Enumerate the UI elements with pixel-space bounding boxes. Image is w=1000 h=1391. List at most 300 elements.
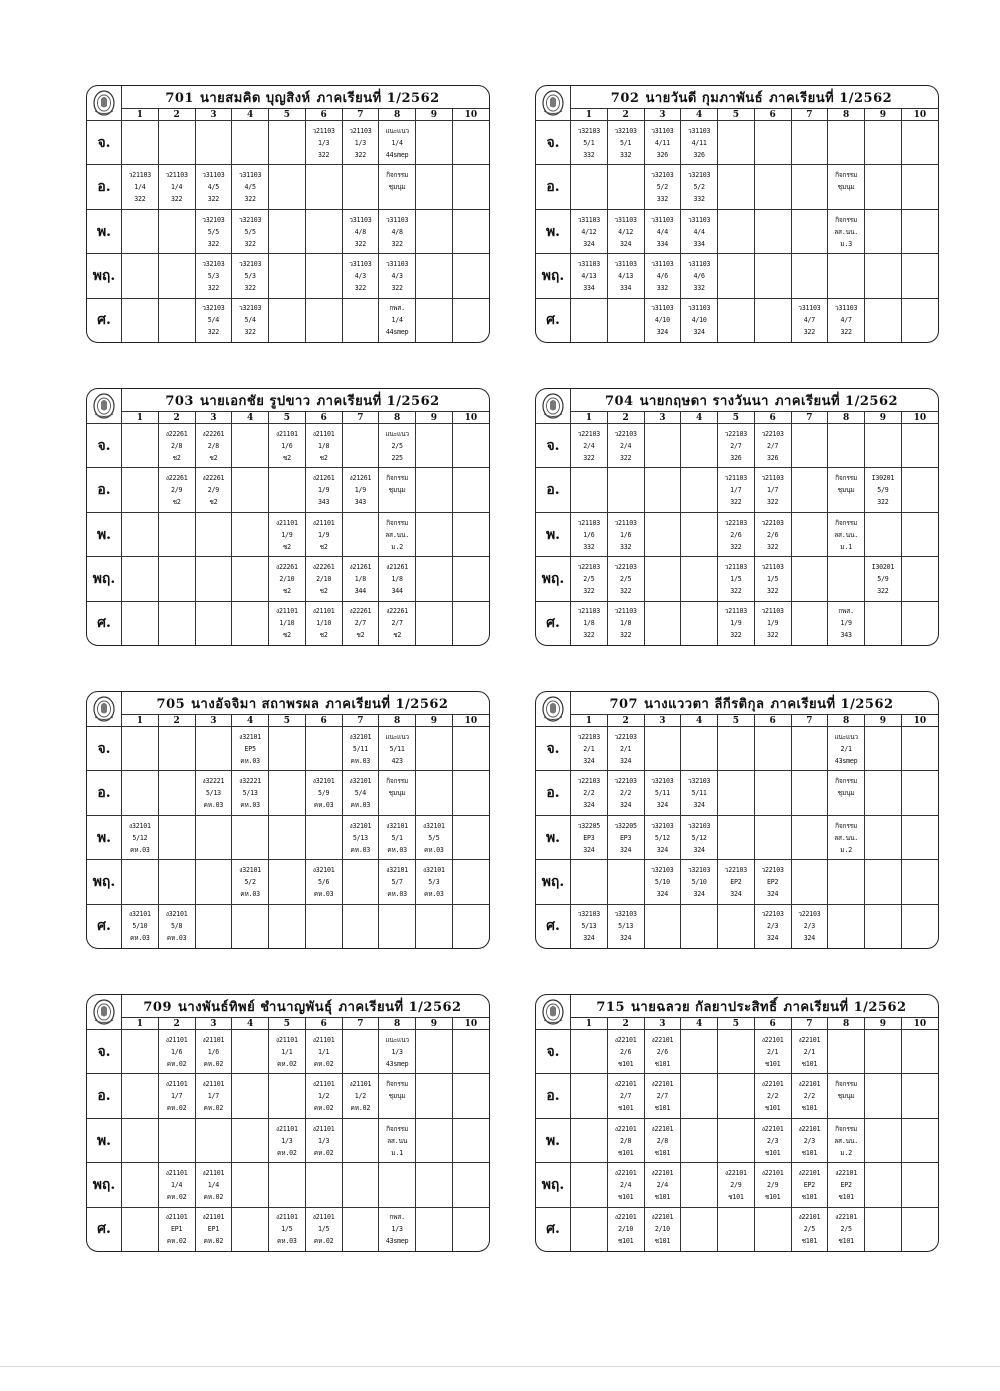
cell-line: ว32103 — [687, 821, 711, 830]
cell-line: ง22101 — [798, 1035, 821, 1044]
day-label: จ. — [87, 121, 122, 165]
cell-line: 5/4 — [354, 789, 367, 798]
period-header: 9 — [416, 412, 453, 424]
cell-line: 4/8 — [354, 227, 367, 236]
cell-line: ช101 — [801, 1104, 818, 1113]
schedule-cell — [791, 1030, 828, 1074]
period-header: 10 — [901, 1018, 938, 1030]
cell-line: ว32103 — [651, 865, 674, 874]
schedule-cell — [452, 815, 489, 859]
period-header: 7 — [791, 1018, 828, 1030]
cell-line: ช2 — [209, 453, 218, 462]
room-number: 704 — [604, 393, 634, 409]
cell-line: 1/3 — [391, 1047, 403, 1056]
cell-line: ว31103 — [577, 259, 601, 268]
schedule-cell — [158, 771, 195, 815]
cell-line: ม.2 — [840, 1148, 852, 1157]
schedule-cell — [718, 1163, 755, 1207]
cell-line: 2/7 — [619, 1092, 632, 1101]
cell-line: ง32101 — [386, 865, 409, 874]
schedule-cell — [158, 424, 195, 468]
cell-line: 5/12 — [691, 833, 707, 842]
day-row — [87, 165, 489, 209]
cell-line: 322 — [207, 195, 220, 204]
schedule-cell — [195, 1118, 232, 1162]
cell-line: 322 — [354, 239, 367, 248]
cell-line: ง22101 — [614, 1124, 637, 1133]
schedule-cell — [865, 209, 902, 253]
cell-line: 322 — [207, 283, 220, 292]
schedule-cell — [754, 512, 791, 556]
cell-line: 1/9 — [766, 619, 779, 628]
schedule-cell — [452, 1118, 489, 1162]
cell-line: คห.03 — [387, 889, 407, 898]
cell-line: ง21101 — [275, 1124, 298, 1133]
day-row — [536, 727, 938, 771]
cell-line: ง32101 — [128, 821, 151, 830]
cell-line: 4/6 — [693, 271, 705, 280]
schedule-cell — [644, 557, 681, 601]
schedule-card-701 — [86, 85, 490, 343]
schedule-cell — [379, 1207, 416, 1251]
cell-line: 2/1 — [766, 1047, 779, 1056]
room-number: 701 — [165, 90, 194, 106]
schedule-cell — [269, 771, 306, 815]
schedule-cell — [791, 815, 828, 859]
cell-line: 326 — [656, 150, 669, 159]
cell-line: 2/2 — [619, 789, 632, 798]
cell-line: ช101 — [617, 1237, 634, 1246]
schedule-cell — [607, 1030, 644, 1074]
schedule-cell — [571, 1074, 608, 1118]
logo-cell — [536, 389, 571, 424]
day-label: อ. — [536, 165, 571, 209]
cell-line: ว32103 — [577, 910, 601, 919]
cell-line: 1/2 — [317, 1092, 330, 1101]
cell-line: ช101 — [838, 1237, 854, 1246]
cell-line: 2/9 — [170, 486, 183, 495]
cell-line: ง21101 — [165, 1080, 188, 1089]
cell-line: 324 — [583, 801, 595, 810]
cell-line: ช101 — [654, 1148, 671, 1157]
cell-line: 5/5 — [244, 227, 256, 236]
cell-line: ว31103 — [614, 215, 637, 224]
schedule-cell — [158, 209, 195, 253]
schedule-cell — [342, 601, 379, 645]
schedule-cell — [901, 468, 938, 512]
cell-line: คห.03 — [240, 801, 260, 810]
day-row — [536, 512, 938, 556]
cell-line: 322 — [766, 586, 779, 595]
schedule-cell — [901, 557, 938, 601]
schedule-cell — [305, 1074, 342, 1118]
day-row — [536, 1163, 938, 1207]
cell-line: ง22101 — [761, 1168, 784, 1177]
cell-line: ช2 — [172, 453, 181, 462]
schedule-cell — [416, 815, 453, 859]
period-header: 8 — [379, 109, 416, 121]
cell-line: ลส.นน. — [834, 833, 859, 842]
cell-line: ว22103 — [577, 777, 601, 786]
cell-line: ว32103 — [202, 215, 225, 224]
cell-line: ว32103 — [238, 259, 262, 268]
cell-line: 332 — [619, 150, 632, 159]
schedule-cell — [718, 771, 755, 815]
cell-line: 5/13 — [618, 922, 634, 931]
cell-line: คห.02 — [313, 1104, 334, 1113]
schedule-cell — [158, 815, 195, 859]
schedule-cell — [754, 1030, 791, 1074]
schedule-cell — [305, 771, 342, 815]
cell-line: 324 — [766, 889, 779, 898]
cell-line: 324 — [619, 239, 632, 248]
cell-line — [828, 193, 864, 205]
schedule-cell — [644, 165, 681, 209]
cell-line: 322 — [391, 239, 403, 248]
cell-line: ช101 — [654, 1059, 671, 1068]
schedule-cell — [342, 727, 379, 771]
cell-line: 1/4 — [134, 183, 146, 192]
schedule-cell — [828, 557, 865, 601]
cell-line: ง22101 — [614, 1035, 637, 1044]
schedule-cell — [122, 1163, 159, 1207]
cell-line — [379, 1102, 415, 1114]
cell-line: 324 — [583, 756, 595, 765]
cell-line: ง21101 — [349, 1080, 372, 1089]
cell-line: 322 — [244, 195, 256, 204]
cell-line: 5/1 — [583, 138, 595, 147]
period-header: 2 — [158, 412, 195, 424]
day-row — [536, 424, 938, 468]
schedule-cell — [644, 209, 681, 253]
term-label: ภาคเรียนที่ 1/2562 — [338, 999, 462, 1015]
schedule-cell — [754, 1163, 791, 1207]
schedule-cell — [828, 1207, 865, 1251]
cell-line: 322 — [766, 631, 779, 640]
cell-line: 322 — [730, 631, 742, 640]
cell-line: 5/2 — [693, 183, 705, 192]
period-header: 9 — [865, 1018, 902, 1030]
schedule-cell — [901, 424, 938, 468]
cell-line: 322 — [354, 150, 367, 159]
schedule-cell — [379, 815, 416, 859]
schedule-cell — [269, 468, 306, 512]
cell-line: 334 — [583, 283, 595, 292]
schedule-cell — [416, 209, 453, 253]
cell-line: 5/7 — [391, 877, 403, 886]
schedule-cell — [644, 121, 681, 165]
cell-line: ว22103 — [577, 732, 601, 741]
schedule-cell — [754, 1207, 791, 1251]
cell-line: กิจกรรม — [835, 518, 858, 527]
schedule-table — [87, 692, 489, 948]
cell-line: 1/4 — [170, 183, 183, 192]
cell-line: ง21101 — [312, 607, 335, 616]
cell-line: 5/9 — [317, 789, 330, 798]
cell-line: ว22103 — [614, 429, 637, 438]
schedule-cell — [681, 557, 718, 601]
logo-cell — [536, 86, 571, 121]
schedule-cell — [305, 1163, 342, 1207]
logo-cell — [87, 389, 122, 424]
schedule-cell — [901, 1207, 938, 1251]
schedule-cell — [901, 727, 938, 771]
cell-line: 324 — [803, 934, 816, 943]
schedule-cell — [681, 1118, 718, 1162]
schedule-cell — [342, 424, 379, 468]
cell-line: 5/3 — [244, 271, 256, 280]
schedule-cell — [791, 727, 828, 771]
day-label: ศ. — [87, 601, 122, 645]
cell-line: 324 — [619, 845, 632, 854]
cell-line: ง21101 — [312, 1124, 335, 1133]
day-label: อ. — [536, 771, 571, 815]
schedule-cell — [571, 1118, 608, 1162]
schedule-cell — [195, 1163, 232, 1207]
schedule-cell — [754, 424, 791, 468]
day-row — [87, 860, 489, 904]
cell-line: ว31103 — [687, 126, 711, 135]
schedule-cell — [416, 1118, 453, 1162]
schedule-cell — [828, 601, 865, 645]
cell-line: กิจกรรม — [835, 821, 858, 830]
cell-line: ว32103 — [202, 304, 225, 313]
schedule-cell — [158, 557, 195, 601]
cell-line: ว21103 — [128, 171, 152, 180]
schedule-cell — [342, 1074, 379, 1118]
schedule-cell — [571, 727, 608, 771]
cell-line: แนะแนว — [385, 429, 409, 438]
cell-line: 2/1 — [803, 1047, 816, 1056]
period-header: 4 — [232, 109, 269, 121]
cell-line: I30201 — [871, 474, 895, 483]
cell-line: 2/1 — [619, 744, 632, 753]
schedule-cell — [644, 1030, 681, 1074]
cell-line: ง22101 — [761, 1080, 784, 1089]
schedule-cell — [342, 1163, 379, 1207]
period-header: 3 — [195, 1018, 232, 1030]
cell-line: ช101 — [764, 1192, 781, 1201]
schedule-table — [536, 692, 938, 948]
schedule-cell — [901, 209, 938, 253]
cell-line: 334 — [656, 239, 669, 248]
period-header: 2 — [158, 715, 195, 727]
cell-line: 1/9 — [317, 530, 330, 539]
schedule-cell — [122, 121, 159, 165]
cell-line: ม.3 — [840, 239, 852, 248]
cell-line — [379, 193, 415, 205]
schedule-cell — [452, 557, 489, 601]
schedule-cell — [607, 165, 644, 209]
schedule-cell — [305, 1207, 342, 1251]
schedule-cell — [379, 1163, 416, 1207]
cell-line: 1/4 — [391, 138, 403, 147]
cell-line: 322 — [730, 586, 742, 595]
schedule-cell — [269, 298, 306, 342]
cell-line: 1/9 — [281, 530, 293, 539]
day-label: ศ. — [87, 904, 122, 948]
cell-line: 2/4 — [656, 1180, 669, 1189]
cell-line: 2/7 — [766, 441, 779, 450]
schedule-cell — [232, 512, 269, 556]
school-emblem-icon — [541, 998, 565, 1026]
cell-line: ง32101 — [349, 732, 372, 741]
cell-line: 5/4 — [244, 316, 256, 325]
schedule-cell — [644, 1207, 681, 1251]
cell-line: 1/9 — [354, 486, 367, 495]
period-header: 6 — [754, 109, 791, 121]
schedule-cell — [416, 1207, 453, 1251]
logo-cell — [87, 86, 122, 121]
schedule-cell — [416, 1163, 453, 1207]
day-row — [536, 904, 938, 948]
cell-line: ว32103 — [238, 304, 262, 313]
cell-line: 324 — [656, 845, 669, 854]
schedule-cell — [379, 1030, 416, 1074]
cell-line: คห.03 — [130, 845, 150, 854]
cell-line: กิจกรรม — [386, 1124, 409, 1133]
cell-line: ว21103 — [724, 607, 748, 616]
schedule-cell — [865, 904, 902, 948]
day-label: พ. — [536, 512, 571, 556]
cell-line: 1/10 — [316, 619, 332, 628]
cell-line: ว21103 — [614, 518, 637, 527]
cell-line: ง21101 — [165, 1213, 188, 1222]
schedule-title — [122, 995, 490, 1018]
cell-line: ว31103 — [687, 304, 711, 313]
day-row — [536, 298, 938, 342]
schedule-cell — [865, 727, 902, 771]
period-header: 4 — [232, 1018, 269, 1030]
schedule-cell — [571, 254, 608, 298]
cell-line: 5/2 — [656, 183, 669, 192]
schedule-cell — [416, 1074, 453, 1118]
schedule-cell — [681, 1207, 718, 1251]
day-label: จ. — [536, 121, 571, 165]
cell-line: 5/10 — [132, 922, 148, 931]
school-emblem-icon — [541, 695, 565, 723]
cell-line: 1/3 — [391, 1225, 403, 1234]
schedule-cell — [195, 1207, 232, 1251]
cell-line: ว21103 — [761, 562, 784, 571]
schedule-cell — [754, 165, 791, 209]
schedule-cell — [232, 1163, 269, 1207]
schedule-cell — [305, 165, 342, 209]
period-header: 1 — [571, 715, 608, 727]
schedule-cell — [379, 209, 416, 253]
schedule-cell — [342, 468, 379, 512]
cell-line: 324 — [693, 328, 705, 337]
day-label: ศ. — [536, 1207, 571, 1251]
schedule-cell — [828, 209, 865, 253]
cell-line: ว31103 — [349, 215, 372, 224]
schedule-cell — [571, 298, 608, 342]
schedule-cell — [158, 512, 195, 556]
cell-line: EP3 — [583, 833, 595, 842]
period-header: 1 — [571, 1018, 608, 1030]
schedule-card-703 — [86, 388, 490, 646]
schedule-cell — [791, 1118, 828, 1162]
term-label: ภาคเรียนที่ 1/2562 — [316, 90, 440, 106]
cell-line: ชุมนุม — [837, 1092, 855, 1101]
day-label: จ. — [536, 727, 571, 771]
cell-line: ว31103 — [651, 126, 674, 135]
cell-line: ช2 — [282, 586, 291, 595]
day-label: พ. — [87, 512, 122, 556]
schedule-table — [87, 389, 489, 645]
schedule-cell — [718, 815, 755, 859]
day-label: พฤ. — [87, 860, 122, 904]
cell-line: คห.02 — [203, 1192, 224, 1201]
day-row — [87, 727, 489, 771]
schedule-cell — [195, 424, 232, 468]
cell-line: กิจกรรม — [835, 777, 858, 786]
cell-line: 2/7 — [730, 441, 742, 450]
schedule-cell — [865, 1030, 902, 1074]
day-row — [536, 860, 938, 904]
schedule-cell — [158, 1074, 195, 1118]
cell-line: 326 — [730, 453, 742, 462]
schedule-cell — [342, 1207, 379, 1251]
schedule-cell — [901, 298, 938, 342]
cell-line: กิจกรรม — [386, 171, 409, 180]
schedule-cell — [791, 860, 828, 904]
cell-line: 1/3 — [317, 1136, 330, 1145]
schedule-cell — [571, 1163, 608, 1207]
teacher-name: นายเอกชัย รูปขาว — [199, 393, 311, 409]
schedule-cell — [828, 121, 865, 165]
schedule-cell — [452, 904, 489, 948]
cell-line: ช101 — [654, 1237, 671, 1246]
schedule-cell — [901, 1163, 938, 1207]
cell-line: 324 — [656, 889, 669, 898]
cell-line: ง22261 — [349, 607, 372, 616]
cell-line: 2/5 — [840, 1225, 852, 1234]
schedule-cell — [232, 557, 269, 601]
schedule-cell — [342, 298, 379, 342]
cell-line: ว21103 — [165, 171, 188, 180]
schedule-cell — [828, 1074, 865, 1118]
school-emblem-icon — [541, 89, 565, 117]
schedule-cell — [571, 512, 608, 556]
cell-line: 2/3 — [803, 922, 816, 931]
period-header: 8 — [828, 1018, 865, 1030]
schedule-cell — [571, 468, 608, 512]
schedule-cell — [232, 165, 269, 209]
cell-line: 322 — [244, 328, 256, 337]
cell-line: ง22261 — [275, 562, 298, 571]
schedule-cell — [571, 424, 608, 468]
cell-line: 2/2 — [583, 789, 595, 798]
schedule-cell — [791, 904, 828, 948]
cell-line: 1/4 — [207, 1180, 220, 1189]
schedule-cell — [158, 1163, 195, 1207]
schedule-cell — [342, 1030, 379, 1074]
cell-line: 2/8 — [207, 441, 220, 450]
schedule-cell — [828, 254, 865, 298]
period-header: 3 — [644, 715, 681, 727]
period-header: 10 — [901, 412, 938, 424]
schedule-cell — [754, 209, 791, 253]
schedule-cell — [791, 1207, 828, 1251]
cell-line: คห.03 — [387, 845, 407, 854]
cell-line: ง21261 — [312, 474, 335, 483]
schedule-card-704 — [535, 388, 939, 646]
term-label: ภาคเรียนที่ 1/2562 — [770, 696, 894, 712]
cell-line: 2/9 — [730, 1180, 742, 1189]
period-header: 6 — [754, 1018, 791, 1030]
period-header: 3 — [195, 715, 232, 727]
